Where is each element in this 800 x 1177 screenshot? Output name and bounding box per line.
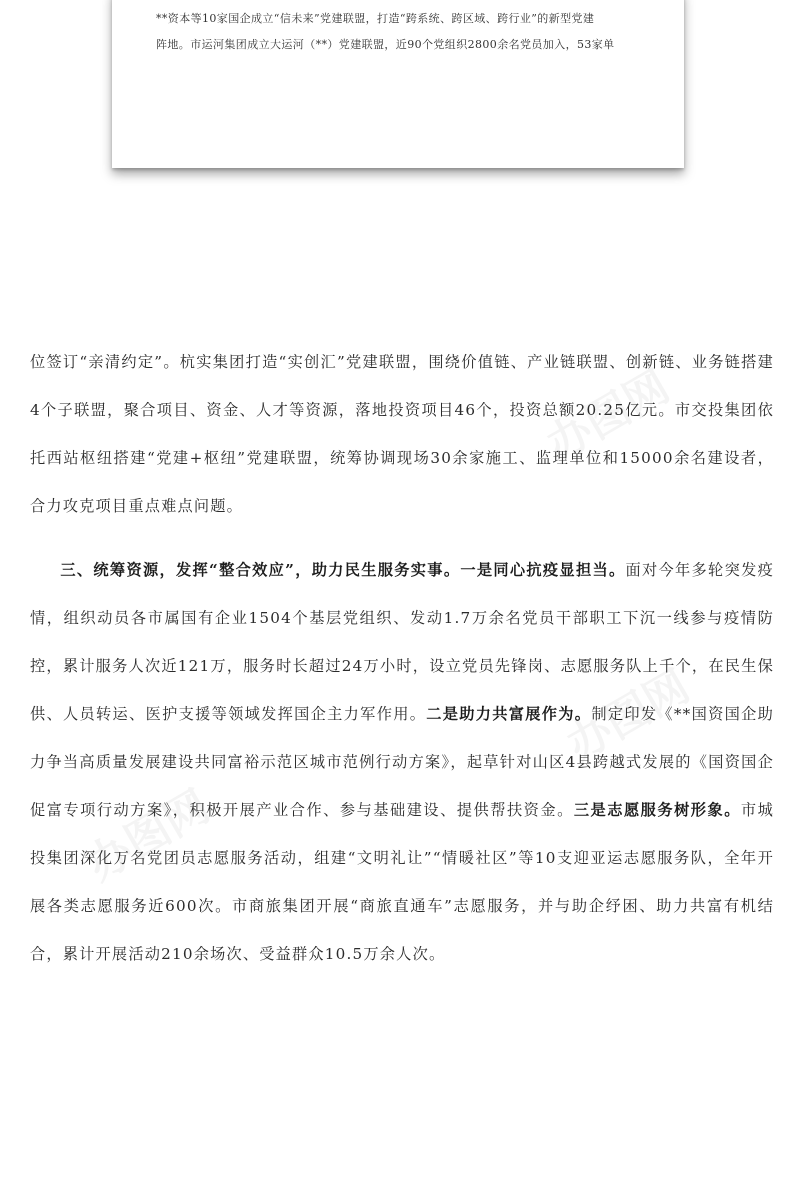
paragraph-text-1: 面对今年多轮突发疫情，组织动员各市属国有企业1504个基层党组织、发动1.7万余名党员干部职工下沉一线参与疫情防控，累计服务人次近121万，服务时长超过24万小时，设立党员先锋岗、志愿服务队上千个，在民生保供、人员转运、医护支援等领域发挥国企主力军作用。	[30, 561, 774, 723]
subheading-2: 二是助力共富展作为。	[426, 705, 592, 723]
paragraph-text-3: 市城投集团深化万名党团员志愿服务活动，组建“文明礼让”“情暖社区”等10支迎亚运志愿服务队，全年开展各类志愿服务近600次。市商旅集团开展“商旅直通车”志愿服务，并与助企纾困、助力共富有机结合，累计开展活动210余场次、受益群众10.5万余人次。	[30, 801, 775, 963]
section-heading: 三、统筹资源，发挥“整合效应”，助力民生服务实事。	[60, 561, 461, 579]
paragraph-continued: 位签订“亲清约定”。杭实集团打造“实创汇”党建联盟，围绕价值链、产业链联盟、创新链、业务链搭建4个子联盟，聚合项目、资金、人才等资源，落地投资项目46个，投资总额20.25亿元。市交投集团依托西站枢纽搭建“党建+枢纽”党建联盟，统筹协调现场30余家施工、监理单位和15000余名建设者，合力攻克项目重点难点问题。	[30, 353, 774, 515]
card-line-1: **资本等10家国企成立“信未来”党建联盟，打造“跨系统、跨区域、跨行业”的新型党建	[156, 12, 595, 25]
document-body	[30, 338, 774, 978]
subheading-1: 一是同心抗疫显担当。	[460, 561, 626, 579]
card-text	[156, 6, 656, 58]
paragraph-text-2: 制定印发《**国资国企助力争当高质量发展建设共同富裕示范区城市范例行动方案》，起草针对山区4县跨越式发展的《国资国企促富专项行动方案》，积极开展产业合作、参与基础建设、提供帮扶资金。	[30, 705, 774, 819]
subheading-3: 三是志愿服务树形象。	[573, 801, 741, 819]
paragraph-section-three	[30, 546, 774, 978]
document-preview-card	[112, 0, 684, 168]
card-line-2: 阵地。市运河集团成立大运河（**）党建联盟，近90个党组织2800余名党员加入，53家单	[156, 38, 615, 51]
